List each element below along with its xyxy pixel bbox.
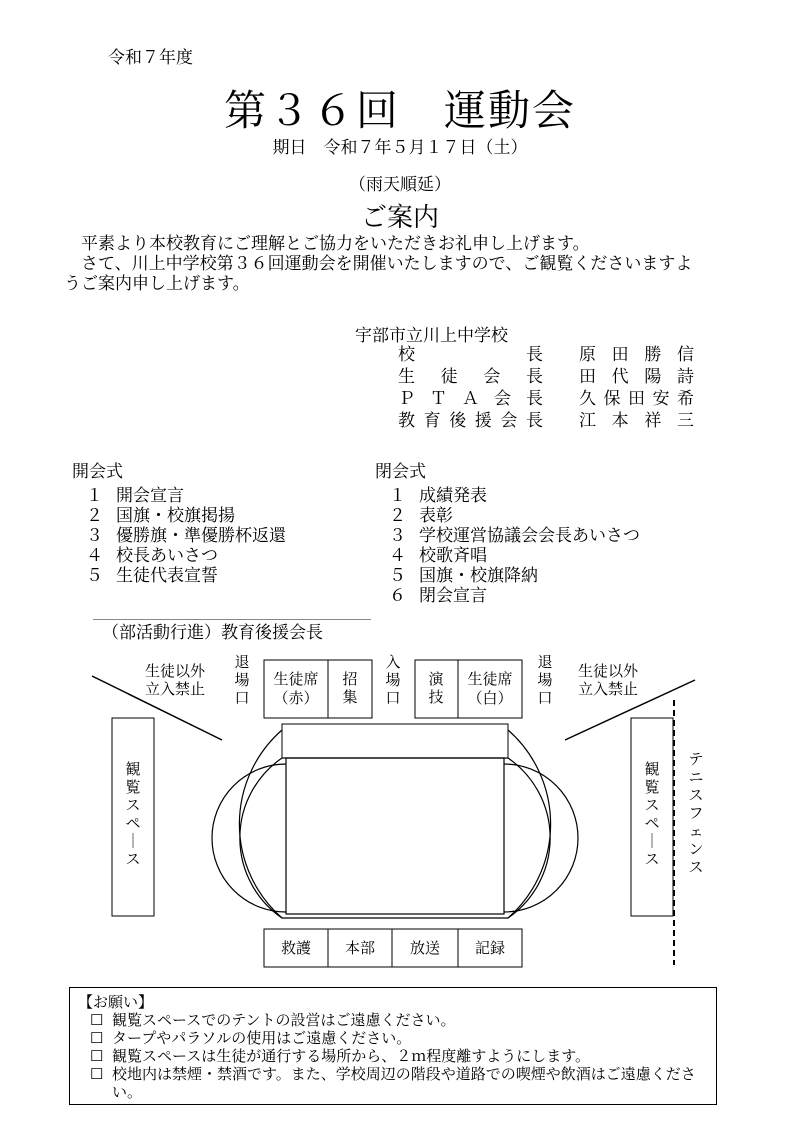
list-item xyxy=(375,546,640,566)
note-text: 観覧スペースは生徒が通行する場所から、２ｍ程度離すようにします。 xyxy=(112,1047,591,1065)
seat-white-line-2: （白） xyxy=(467,689,513,707)
track-inner-left xyxy=(212,764,286,912)
list-item xyxy=(375,566,640,586)
school-name: 宇部市立川上中学校 xyxy=(355,326,508,346)
staff-name: 久 保 田 安 希 xyxy=(579,389,694,409)
staff-row xyxy=(398,344,694,366)
item-text: 開会宣言 xyxy=(116,486,184,506)
invitation-paragraph-1: 平素より本校教育にご理解とご協力をいただきお礼申し上げます。 xyxy=(81,234,590,254)
track-inner-right xyxy=(504,764,578,912)
item-number: ３ xyxy=(389,526,406,546)
note-text: 校地内は禁煙・禁酒です。また、学校周辺の階段や道路での喫煙や飲酒はご遠慮ください。 xyxy=(112,1065,696,1101)
item-number: ３ xyxy=(86,526,103,546)
list-item xyxy=(72,526,286,546)
item-text: 国旗・校旗掲揚 xyxy=(116,506,235,526)
checkbox-icon: ☐ xyxy=(90,1047,104,1065)
invitation-paragraph-2: さて、川上中学校第３６回運動会を開催いたしますので、ご観覧くださいますようご案内申し上げます。 xyxy=(64,254,693,294)
staff-name: 田 代 陽 詩 xyxy=(579,367,694,387)
page-title: 第３６回 運動会 xyxy=(223,86,576,135)
perform-label: 演技 xyxy=(428,670,444,706)
list-item xyxy=(78,1011,708,1029)
list-item xyxy=(78,1047,708,1065)
staff-role: 教 育 後 援 会 長 xyxy=(398,411,543,431)
no-entry-right-line-2: 立入禁止 xyxy=(578,680,639,698)
entrance-label: 入場口 xyxy=(385,653,401,707)
note-text: タープやパラソルの使用はご遠慮ください。 xyxy=(112,1029,412,1047)
exit-right-label: 退場口 xyxy=(537,653,553,707)
opening-heading: 開会式 xyxy=(72,462,123,482)
exit-left-label: 退場口 xyxy=(234,653,250,707)
no-entry-left-line-2: 立入禁止 xyxy=(145,680,206,698)
tent-first-aid-label: 救護 xyxy=(280,939,312,957)
item-text: 表彰 xyxy=(419,506,453,526)
opening-ceremony xyxy=(72,462,286,586)
track-right-outer-arc xyxy=(508,730,551,918)
item-text: 優勝旗・準優勝杯返還 xyxy=(116,526,286,546)
checkbox-icon: ☐ xyxy=(90,1029,104,1047)
item-number: ６ xyxy=(389,586,406,606)
no-entry-right-line-1: 生徒以外 xyxy=(578,662,639,680)
item-number: ５ xyxy=(86,566,103,586)
item-text: 成績発表 xyxy=(419,486,487,506)
item-number: １ xyxy=(86,486,103,506)
staff-role: 生 徒 会 長 xyxy=(398,367,543,387)
list-item xyxy=(78,1065,708,1101)
list-item xyxy=(72,506,286,526)
track-left-outer-arc xyxy=(239,730,282,918)
item-number: ２ xyxy=(389,506,406,526)
list-item xyxy=(375,586,640,606)
tent-records-label: 記録 xyxy=(474,939,506,957)
rain-note: （雨天順延） xyxy=(349,175,451,195)
list-item xyxy=(72,486,286,506)
tent-broadcast-label: 放送 xyxy=(409,939,441,957)
checkbox-icon: ☐ xyxy=(90,1065,104,1083)
item-text: 校長あいさつ xyxy=(116,546,218,566)
staff-role: 校 長 xyxy=(398,345,543,365)
item-text: 校歌斉唱 xyxy=(419,546,487,566)
seat-red-line-2: （赤） xyxy=(273,689,319,707)
item-number: ５ xyxy=(389,566,406,586)
staff-row xyxy=(398,366,694,388)
requests-heading: 【お願い】 xyxy=(78,993,154,1011)
closing-heading: 閉会式 xyxy=(375,462,426,482)
fiscal-year: 令和７年度 xyxy=(108,48,193,68)
item-text: 閉会宣言 xyxy=(419,586,487,606)
checkbox-icon: ☐ xyxy=(90,1011,104,1029)
item-text: 学校運営協議会会長あいさつ xyxy=(419,526,640,546)
tennis-fence-label: テニスフェンス xyxy=(688,750,704,876)
seat-white-line-1: 生徒席 xyxy=(467,670,513,688)
list-item xyxy=(375,506,640,526)
invitation-text xyxy=(64,234,704,294)
event-date: 期日 令和７年５月１７日（土） xyxy=(272,138,528,158)
staff-row xyxy=(398,410,694,432)
view-right-label: 観覧スペ｜ス xyxy=(644,760,660,868)
no-entry-left-line-1: 生徒以外 xyxy=(145,662,206,680)
parade-note: （部活動行進）教育後援会長 xyxy=(102,623,323,643)
list-item xyxy=(375,526,640,546)
tent-hq-label: 本部 xyxy=(344,939,376,957)
item-number: ２ xyxy=(86,506,103,526)
list-item xyxy=(72,566,286,586)
staff-row xyxy=(398,388,694,410)
front-stretch-box xyxy=(282,724,508,758)
call-label: 招集 xyxy=(342,670,358,706)
staff-name: 原 田 勝 信 xyxy=(579,345,694,365)
venue-map xyxy=(0,640,800,975)
item-number: １ xyxy=(389,486,406,506)
note-text: 観覧スペースでのテントの設営はご遠慮ください。 xyxy=(112,1011,456,1029)
infield xyxy=(286,758,504,914)
view-left-label: 観覧スペ｜ス xyxy=(125,760,141,868)
staff-name: 江 本 祥 三 xyxy=(579,411,694,431)
staff-role: Ｐ Ｔ Ａ 会 長 xyxy=(398,389,543,409)
list-item xyxy=(72,546,286,566)
staff-list xyxy=(398,344,694,432)
item-text: 生徒代表宣誓 xyxy=(116,566,218,586)
requests-box xyxy=(69,987,717,1105)
item-number: ４ xyxy=(86,546,103,566)
list-item xyxy=(78,1029,708,1047)
seat-red-line-1: 生徒席 xyxy=(273,670,319,688)
item-number: ４ xyxy=(389,546,406,566)
guide-heading: ご案内 xyxy=(360,203,439,233)
list-item xyxy=(375,486,640,506)
closing-ceremony xyxy=(375,462,640,606)
item-text: 国旗・校旗降納 xyxy=(419,566,538,586)
